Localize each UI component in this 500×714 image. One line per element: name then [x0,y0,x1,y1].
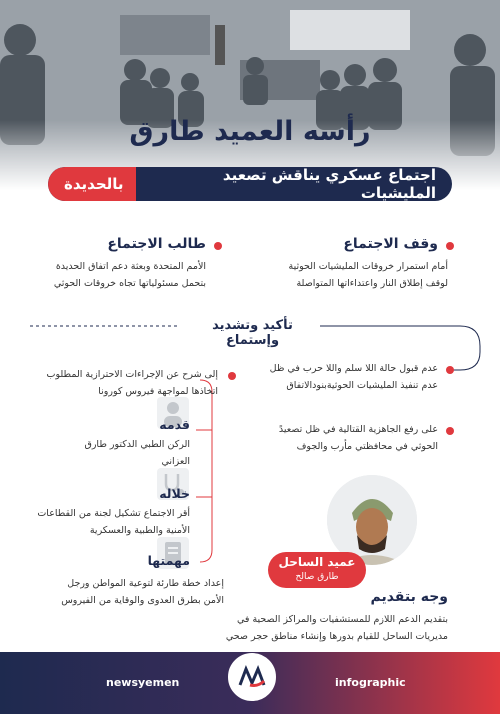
bullet-dot [446,427,454,435]
right-item-2-line1: على رفع الجاهزية القتالية في ظل تصعيدً [278,424,438,435]
right-item-1-line2: عدم تنفيذ المليشيات الحوثيةبنودالاتفاق [286,380,438,391]
col-right-line1: أمام استمرار خروقات المليشيات الحوثية [288,261,448,272]
footer-right-text: infographic [335,676,406,689]
bullet-dot [446,366,454,374]
logo-icon [228,653,276,701]
section-title-3: مهمتها [147,553,190,568]
headline: رأسه العميد طارق [129,116,371,147]
right-item-2-line2: الحوثي في محافظتي مأرب والجوف [296,441,438,452]
name-pill [268,552,366,588]
left-item-line2: اتخاذها لمواجهة فيروس كورونا [98,386,218,397]
section-3-line2: الأمن بطرق العدوى والوقاية من الفيروس [61,595,224,606]
col-right-title: وقف الاجتماع [343,236,438,252]
col-left-line1: الأمم المتحدة وبعثة دعم اتفاق الحديدة [55,261,206,272]
footer-left-text: newsyemen [106,676,180,689]
section-2-line1: أقر الاجتماع تشكيل لجنة من القطاعات [37,508,190,519]
left-item-line1: إلى شرح عن الإجراءات الاحترازية المطلوب [46,369,218,380]
subtitle-highlight: بالحديدة [48,167,136,201]
section-3-line1: إعداد خطة طارئة لتوعية المواطن ورجل [67,578,224,589]
col-left-line2: بتحمل مسئولياتها تجاه خروقات الحوثي [53,278,206,289]
col-right-line2: لوقف إطلاق النار واعتداءاتها المتواصلة [296,278,448,289]
directive-line2: مديريات الساحل للقيام بدورها وإنشاء مناطق حجر صحي [225,631,448,642]
section-2-line2: الأمنية والطبية والعسكرية [89,525,190,536]
right-item-1-line1: عدم قبول حالة اللا سلم واللا حرب في ظل [269,363,438,374]
section-title-2: خلاله [159,486,190,501]
person-subname: طارق صالح [295,572,339,582]
directive-title: وجه بتقديم [370,589,448,605]
section-1-line2: العزاني [161,456,190,467]
section-title: تأكيد وتشديد وإستماع [212,318,293,348]
section-1-line1: الركن الطبي الدكتور طارق [84,439,190,450]
bullet-dot [228,372,236,380]
directive-line1: بتقديم الدعم اللازم للمستشفيات والمراكز الصحية في [236,614,448,625]
person-name: عميد الساحل [278,555,356,569]
subtitle-main: اجتماع عسكري يناقش تصعيد المليشيات [222,167,436,201]
section-title-1: قدمه [159,417,190,432]
col-left-title: طالب الاجتماع [107,236,206,252]
